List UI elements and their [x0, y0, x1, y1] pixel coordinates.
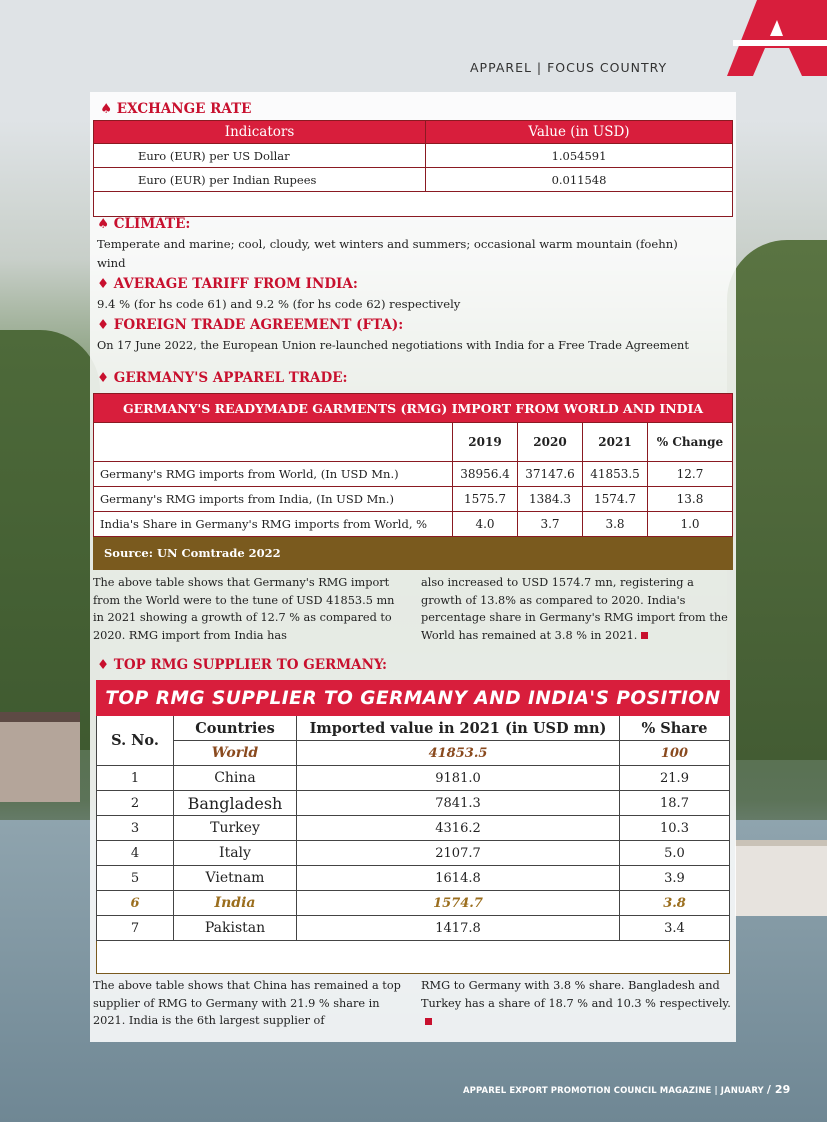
- climate-heading: ♠ CLIMATE:: [97, 216, 191, 232]
- exchange-rate-source: Source: X-Rates 2022 (December 2022 average: [94, 192, 733, 217]
- country-cell: Vietnam: [174, 866, 297, 891]
- tariff-text: 9.4 % (for hs code 61) and 9.2 % (for hs code 62) respectively: [97, 297, 461, 311]
- sno-cell: 5: [97, 866, 174, 891]
- sno-cell: 6: [97, 891, 174, 916]
- rmg-import-source: Source: UN Comtrade 2022: [94, 537, 733, 570]
- country-cell: India: [174, 891, 297, 916]
- value-cell: 1614.8: [297, 866, 620, 891]
- col-value: Value (in USD): [426, 121, 733, 144]
- table-row: [94, 487, 733, 512]
- table-row: [94, 144, 733, 168]
- value-cell: 1.054591: [426, 144, 733, 168]
- rmg-import-table: [93, 393, 733, 570]
- sno-cell: 1: [97, 766, 174, 791]
- table-row-india: [97, 891, 730, 916]
- table-row: [97, 916, 730, 941]
- exchange-rate-table: [93, 120, 733, 217]
- value-cell: 3.7: [518, 512, 583, 537]
- top-supplier-source: Source: UN Comtrade, 2022: [97, 941, 730, 974]
- share-cell: 5.0: [620, 841, 730, 866]
- top-supplier-table: [96, 680, 730, 974]
- value-cell: 4316.2: [297, 816, 620, 841]
- apparel-trade-paragraph-right-text: also increased to USD 1574.7 mn, registering a growth of 13.8% as compared to 2020. India's percentage share in Germany's RMG import from the World has remained at 3.8 % in 2021.: [421, 576, 728, 642]
- col-change: % Change: [648, 423, 733, 462]
- hillside-left: [0, 330, 100, 750]
- page-footer: [463, 1083, 790, 1096]
- apparel-trade-paragraph-left: The above table shows that Germany's RMG import from the World were to the tune of USD 41853.5 mn in 2021 showing a growth of 12.7 % as compared to 2020. RMG import from India has: [93, 576, 395, 642]
- top-supplier-heading: ♦ TOP RMG SUPPLIER TO GERMANY:: [97, 657, 387, 673]
- value-cell: 0.011548: [426, 168, 733, 192]
- country-cell: Bangladesh: [174, 791, 297, 816]
- tariff-heading: ♦ AVERAGE TARIFF FROM INDIA:: [97, 276, 358, 292]
- value-cell: 37147.6: [518, 462, 583, 487]
- page-number: / 29: [766, 1083, 791, 1096]
- table-row: [97, 766, 730, 791]
- apparel-trade-heading: ♦ GERMANY'S APPAREL TRADE:: [97, 370, 348, 386]
- end-mark-icon: [425, 1018, 432, 1025]
- table-row: [97, 791, 730, 816]
- value-cell: 3.8: [583, 512, 648, 537]
- col-share: % Share: [620, 716, 730, 741]
- country-cell: Pakistan: [174, 916, 297, 941]
- climate-text: Temperate and marine; cool, cloudy, wet winters and summers; occasional warm mountain (foehn) wind: [97, 237, 678, 270]
- value-cell: 1575.7: [453, 487, 518, 512]
- value-cell: 4.0: [453, 512, 518, 537]
- value-cell: 7841.3: [297, 791, 620, 816]
- table-row: [94, 512, 733, 537]
- river-cruise-ship: [735, 840, 827, 916]
- table-row: [97, 841, 730, 866]
- value-cell: 38956.4: [453, 462, 518, 487]
- section-label: APPAREL | FOCUS COUNTRY: [470, 60, 668, 75]
- riverside-building: [0, 712, 80, 802]
- row-label: India's Share in Germany's RMG imports from World, %: [94, 512, 453, 537]
- sno-cell: 7: [97, 916, 174, 941]
- table-row: [94, 168, 733, 192]
- share-cell: 100: [620, 741, 730, 766]
- share-cell: 3.9: [620, 866, 730, 891]
- sno-cell: 4: [97, 841, 174, 866]
- country-cell: China: [174, 766, 297, 791]
- col-2021: 2021: [583, 423, 648, 462]
- country-cell: Turkey: [174, 816, 297, 841]
- col-2020: 2020: [518, 423, 583, 462]
- share-cell: 10.3: [620, 816, 730, 841]
- col-imported-value: Imported value in 2021 (in USD mn): [297, 716, 620, 741]
- exchange-rate-heading: ♠ EXCHANGE RATE: [100, 101, 252, 117]
- value-cell: 9181.0: [297, 766, 620, 791]
- top-supplier-paragraph-right-text: RMG to Germany with 3.8 % share. Bangladesh and Turkey has a share of 18.7 % and 10.3 % respectively.: [421, 979, 731, 1010]
- rmg-import-table-title: GERMANY'S READYMADE GARMENTS (RMG) IMPORT FROM WORLD AND INDIA: [94, 394, 733, 423]
- country-cell: World: [174, 741, 297, 766]
- value-cell: 12.7: [648, 462, 733, 487]
- empty-header-cell: [94, 423, 453, 462]
- end-mark-icon: [641, 632, 648, 639]
- table-row: [97, 866, 730, 891]
- top-supplier-paragraph-left: The above table shows that China has remained a top supplier of RMG to Germany with 21.9 % share in 2021. India is the 6th largest supplier of: [93, 979, 401, 1027]
- share-cell: 18.7: [620, 791, 730, 816]
- col-indicators: Indicators: [94, 121, 426, 144]
- indicator-cell: Euro (EUR) per US Dollar: [94, 144, 426, 168]
- value-cell: 1.0: [648, 512, 733, 537]
- value-cell: 1574.7: [583, 487, 648, 512]
- value-cell: 41853.5: [297, 741, 620, 766]
- col-sno: S. No.: [97, 716, 174, 766]
- fta-text: On 17 June 2022, the European Union re-launched negotiations with India for a Free Trade Agreement: [97, 339, 689, 352]
- share-cell: 3.4: [620, 916, 730, 941]
- value-cell: 1417.8: [297, 916, 620, 941]
- share-cell: 3.8: [620, 891, 730, 916]
- top-supplier-paragraph-right: [421, 977, 731, 1030]
- table-row: [94, 462, 733, 487]
- sno-cell: 2: [97, 791, 174, 816]
- value-cell: 13.8: [648, 487, 733, 512]
- footer-magazine-title: APPAREL EXPORT PROMOTION COUNCIL MAGAZINE | JANUARY: [463, 1086, 764, 1096]
- apparel-logo-icon: [677, 0, 827, 76]
- col-country: Countries: [174, 716, 297, 741]
- apparel-trade-paragraph-right: [421, 574, 731, 644]
- row-label: Germany's RMG imports from India, (In USD Mn.): [94, 487, 453, 512]
- hillside-right: [727, 240, 827, 760]
- row-label: Germany's RMG imports from World, (In USD Mn.): [94, 462, 453, 487]
- value-cell: 2107.7: [297, 841, 620, 866]
- table-row-world: [97, 741, 730, 766]
- top-supplier-table-title: TOP RMG SUPPLIER TO GERMANY AND INDIA'S POSITION: [97, 681, 730, 716]
- value-cell: 1384.3: [518, 487, 583, 512]
- share-cell: 21.9: [620, 766, 730, 791]
- sno-cell: 3: [97, 816, 174, 841]
- fta-heading: ♦ FOREIGN TRADE AGREEMENT (FTA):: [97, 317, 404, 333]
- value-cell: 1574.7: [297, 891, 620, 916]
- value-cell: 41853.5: [583, 462, 648, 487]
- table-row: [97, 816, 730, 841]
- indicator-cell: Euro (EUR) per Indian Rupees: [94, 168, 426, 192]
- country-cell: Italy: [174, 841, 297, 866]
- col-2019: 2019: [453, 423, 518, 462]
